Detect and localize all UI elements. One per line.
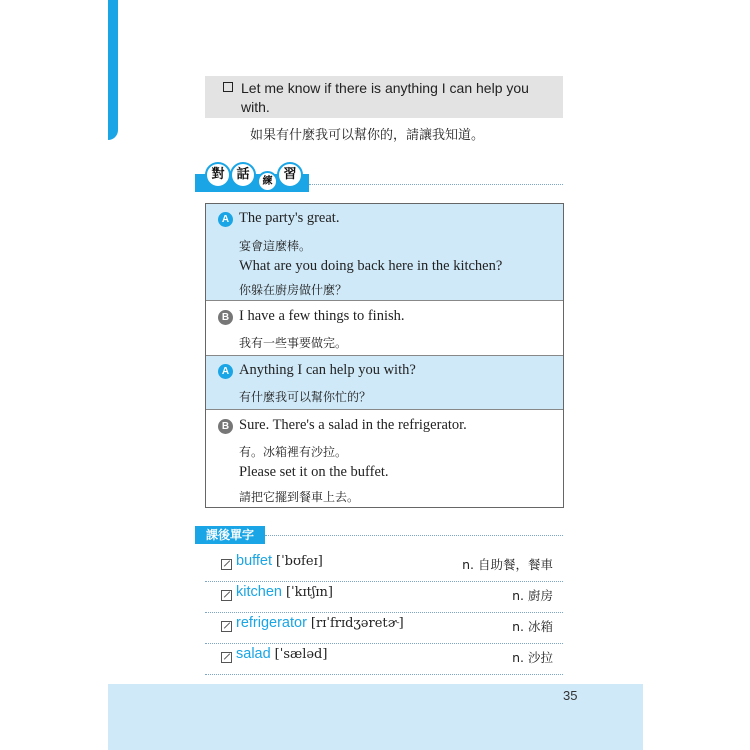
key-phrase-box — [205, 76, 563, 118]
vocab-meaning: n. 冰箱 — [512, 619, 553, 634]
dialog-zh-line: 有什麼我可以幫你忙的？ — [239, 390, 372, 404]
heading-char-2: 話 — [230, 162, 256, 188]
vocab-word: refrigerator [rɪˈfrɪdʒəretɚ] — [236, 615, 404, 631]
dialog-turn-1 — [206, 204, 563, 301]
vocab-row — [205, 614, 563, 644]
dialog-zh-line: 宴會這麼棒。 — [239, 239, 312, 253]
vocab-heading: 課後單字 — [195, 526, 265, 544]
vocab-ipa: [ˈbʊfeɪ] — [276, 554, 323, 569]
dialog-en-line: Anything I can help you with? — [239, 362, 416, 378]
dialog-en-line: Sure. There's a salad in the refrigerator. — [239, 417, 467, 433]
dialog-practice-heading — [195, 162, 309, 192]
vocab-word: salad [ˈsæləd] — [236, 646, 328, 662]
key-phrase-text: Let me know if there is anything I can help you with. — [241, 80, 529, 115]
dialog-turn-4 — [206, 410, 563, 507]
checked-box-icon — [221, 559, 232, 570]
speaker-b-badge: B — [218, 419, 233, 434]
checked-box-icon — [221, 590, 232, 601]
dialog-zh-line: 請把它擺到餐車上去。 — [239, 490, 360, 504]
vocab-meaning: n. 自助餐，餐車 — [462, 557, 553, 572]
vocab-meaning: n. 廚房 — [512, 588, 553, 603]
row-divider — [205, 674, 563, 675]
vocab-ipa: [ˈkɪtʃɪn] — [285, 585, 333, 600]
chapter-tab-strip — [108, 0, 118, 140]
speaker-a-badge: A — [218, 364, 233, 379]
dialog-en-line: Please set it on the buffet. — [239, 464, 389, 480]
checkbox-icon — [223, 82, 233, 92]
vocab-row — [205, 552, 563, 582]
vocab-meaning: n. 沙拉 — [512, 650, 553, 665]
vocab-word: kitchen [ˈkɪtʃɪn] — [236, 584, 333, 600]
vocab-ipa: [ˈsæləd] — [274, 647, 328, 662]
dialog-zh-line: 你躲在廚房做什麼？ — [239, 283, 348, 297]
key-phrase-translation: 如果有什麼我可以幫你的，請讓我知道。 — [250, 128, 485, 143]
heading-char-3: 練 — [257, 171, 278, 192]
vocab-row — [205, 583, 563, 613]
vocab-heading-divider — [265, 535, 563, 536]
row-divider — [205, 612, 563, 613]
dialog-turn-2 — [206, 301, 563, 356]
vocab-ipa: [rɪˈfrɪdʒəretɚ] — [310, 616, 404, 631]
row-divider — [205, 581, 563, 582]
dialog-turn-3 — [206, 356, 563, 410]
dialog-zh-line: 我有一些事要做完。 — [239, 336, 348, 350]
dialog-en-line: I have a few things to finish. — [239, 308, 405, 324]
dialog-en-line: What are you doing back here in the kitchen? — [239, 258, 503, 274]
vocab-row — [205, 645, 563, 675]
dialog-en-line: The party's great. — [239, 210, 340, 226]
speaker-a-badge: A — [218, 212, 233, 227]
dialog-box — [205, 203, 564, 508]
vocab-word: buffet [ˈbʊfeɪ] — [236, 553, 323, 569]
page-number: 35 — [563, 688, 578, 703]
heading-char-4: 習 — [277, 162, 303, 188]
heading-divider — [309, 184, 563, 185]
row-divider — [205, 643, 563, 644]
checked-box-icon — [221, 621, 232, 632]
speaker-b-badge: B — [218, 310, 233, 325]
heading-char-1: 對 — [205, 162, 231, 188]
checked-box-icon — [221, 652, 232, 663]
dialog-zh-line: 有。冰箱裡有沙拉。 — [239, 445, 348, 459]
